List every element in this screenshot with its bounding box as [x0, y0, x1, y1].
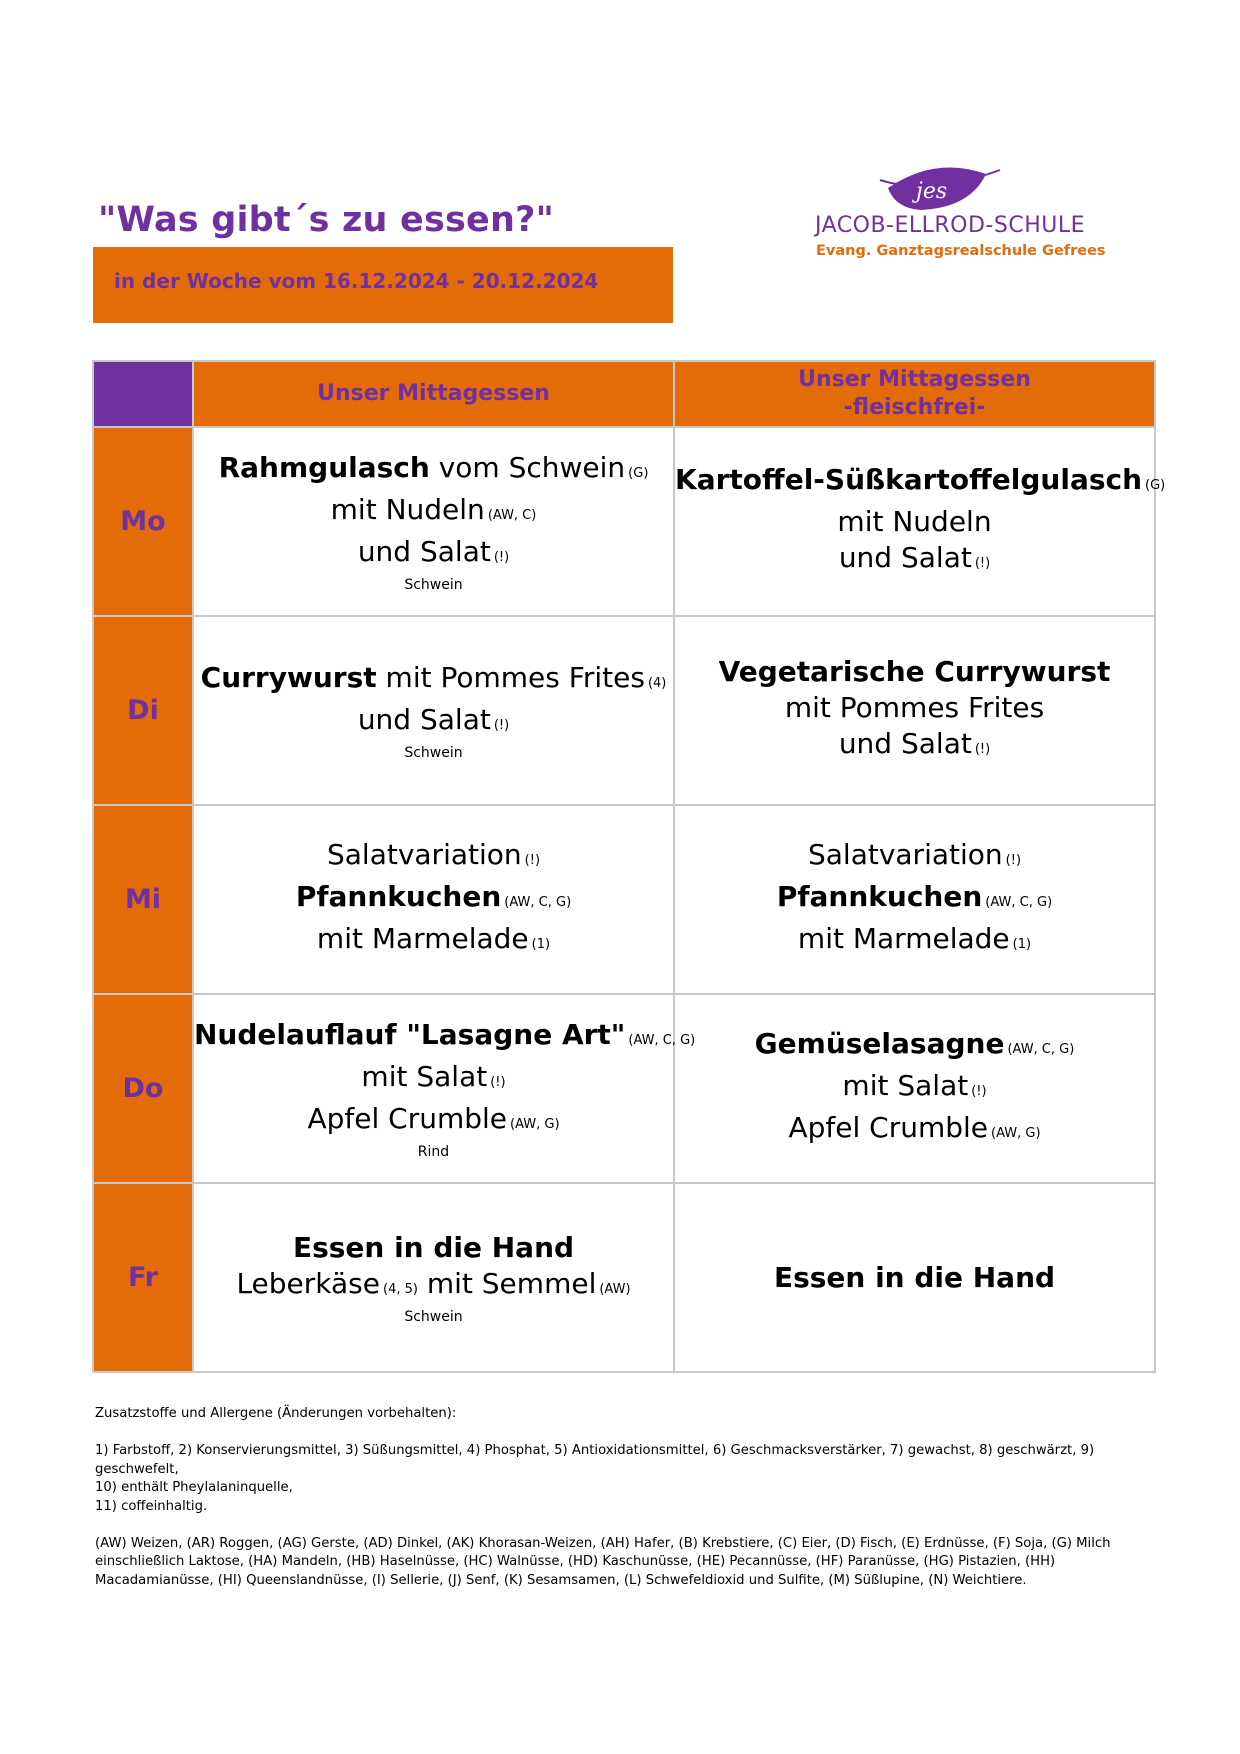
dish-line: Pfannkuchen (AW, C, G) — [295, 879, 572, 913]
allergen-tag: (4) — [647, 675, 667, 691]
veggie-meal-cell — [674, 1183, 1155, 1372]
allergen-tag: (AW, C, G) — [1007, 1041, 1075, 1057]
day-label: Mo — [93, 427, 193, 616]
dish-line: Essen in die Hand — [292, 1230, 575, 1264]
day-label: Mi — [93, 805, 193, 994]
dish-line: Currywurst mit Pommes Frites (4) — [200, 660, 667, 694]
allergen-tag: (AW, G) — [991, 1125, 1041, 1141]
veggie-meal-cell — [674, 616, 1155, 805]
menu-body — [93, 427, 1166, 1372]
allergen-tag: (AW, C, G) — [504, 894, 572, 910]
dish-line: mit Salat (!) — [361, 1059, 506, 1093]
meal-cell — [193, 616, 674, 805]
table-row — [93, 616, 1155, 805]
allergen-tag: (G) — [628, 465, 649, 481]
school-name: JACOB-ELLROD-SCHULE — [815, 213, 1085, 238]
dish-line: mit Marmelade (1) — [316, 921, 551, 955]
dish-line: mit Salat (!) — [842, 1068, 987, 1102]
allergen-legend — [95, 1405, 1165, 1609]
meat-type: Schwein — [404, 1308, 463, 1325]
day-label: Fr — [93, 1183, 193, 1372]
day-label: Di — [93, 616, 193, 805]
meat-type: Schwein — [404, 744, 463, 761]
corner-cell — [93, 361, 193, 427]
dish-line: und Salat (!) — [357, 534, 510, 568]
allergen-tag: (G) — [1145, 477, 1166, 493]
week-banner — [93, 247, 673, 323]
allergen-tag: (AW, C, G) — [985, 894, 1053, 910]
meat-type: Schwein — [404, 576, 463, 593]
allergen-tag: (1) — [531, 936, 551, 952]
table-row — [93, 994, 1155, 1183]
dish-line: Essen in die Hand — [773, 1260, 1056, 1294]
allergen-tag: (!) — [974, 555, 991, 571]
logo-mark: jes — [916, 179, 948, 204]
meal-cell — [193, 805, 674, 994]
dish-line: mit Nudeln (AW, C) — [330, 492, 537, 526]
dish-line: Vegetarische Currywurst — [718, 654, 1111, 688]
allergen-tag: (!) — [974, 741, 991, 757]
meal-column-header: Unser Mittagessen — [193, 361, 674, 427]
meat-type: Rind — [417, 1143, 450, 1160]
dish-line: Apfel Crumble (AW, G) — [307, 1101, 560, 1135]
table-row — [93, 427, 1155, 616]
allergen-tag: (!) — [524, 852, 541, 868]
meal-cell — [193, 427, 674, 616]
menu-table — [92, 360, 1166, 1373]
dish-line: Pfannkuchen (AW, C, G) — [776, 879, 1053, 913]
veggie-meal-cell — [674, 994, 1155, 1183]
allergen-tag: (!) — [493, 717, 510, 733]
additives-line-3: 11) coffeinhaltig. — [95, 1498, 208, 1514]
veggie-meal-cell — [674, 427, 1166, 616]
day-label: Do — [93, 994, 193, 1183]
meal-cell — [193, 994, 696, 1183]
meal-cell — [193, 1183, 674, 1372]
table-row — [93, 805, 1155, 994]
allergen-tag: (!) — [971, 1083, 987, 1099]
allergen-tag: (!) — [490, 1074, 506, 1090]
dish-line: mit Pommes Frites — [784, 690, 1045, 724]
dish-line: mit Marmelade (1) — [797, 921, 1032, 955]
dish-line: mit Nudeln — [837, 504, 992, 538]
allergen-tag: (AW, C) — [487, 507, 537, 523]
allergens-list: (AW) Weizen, (AR) Roggen, (AG) Gerste, (AD) Dinkel, (AK) Khorasan-Weizen, (AH) Hafer, (B) Krebstiere, (C) Eier, (D) Fisch, (E) Erdnüsse, (F) Soja, (G) Milch einschließlich Laktose, (HA) Mandeln, (HB) Haselnüsse, (HC) Walnüsse, (HD) Kaschunüsse, (HE) Pecannüsse, (HF) Paranüsse, (HG) Pistazien, (HH) Macadamianüsse, (HI) Queenslandnüsse, (I) Sellerie, (J) Senf, (K) Sesamsamen, (L) Schwefeldioxid und Sulfite, (M) Süßlupine, (N) Weichtiere. — [95, 1535, 1111, 1588]
dish-line: Nudelauflauf "Lasagne Art" (AW, C, G) — [194, 1017, 696, 1051]
allergen-tag: (!) — [493, 549, 510, 565]
legend-heading: Zusatzstoffe und Allergene (Änderungen vorbehalten): — [95, 1406, 457, 1421]
dish-line: Leberkäse (4, 5) mit Semmel (AW) — [236, 1266, 631, 1300]
dish-line: Gemüselasagne (AW, C, G) — [754, 1026, 1075, 1060]
dish-line: Rahmgulasch vom Schwein (G) — [218, 450, 649, 484]
allergen-tag: (!) — [1005, 852, 1022, 868]
dish-line: und Salat (!) — [838, 726, 991, 760]
veggie-column-header: Unser Mittagessen -fleischfrei- — [674, 361, 1155, 427]
dish-line: Salatvariation (!) — [807, 837, 1022, 871]
allergen-tag: (4, 5) — [383, 1281, 418, 1297]
school-subtitle: Evang. Ganztagsrealschule Gefrees — [816, 243, 1106, 259]
allergen-tag: (AW) — [599, 1281, 631, 1297]
header-row — [93, 361, 1155, 427]
dish-line: Apfel Crumble (AW, G) — [788, 1110, 1041, 1144]
allergen-tag: (AW, G) — [510, 1116, 560, 1132]
table-row — [93, 1183, 1155, 1372]
dish-line: Kartoffel-Süßkartoffelgulasch (G) — [675, 462, 1166, 496]
page-title: "Was gibt´s zu essen?" — [98, 200, 555, 240]
dish-line: Salatvariation (!) — [326, 837, 541, 871]
allergen-tag: (AW, C, G) — [628, 1032, 696, 1048]
week-range: in der Woche vom 16.12.2024 - 20.12.2024 — [114, 269, 599, 293]
veggie-meal-cell — [674, 805, 1155, 994]
additives-line-2: 10) enthält Pheylalaninquelle, — [95, 1480, 293, 1495]
additives-line-1: 1) Farbstoff, 2) Konservierungsmittel, 3) Süßungsmittel, 4) Phosphat, 5) Antioxidationsmittel, 6) Geschmacksverstärker, 7) gewachst, 8) geschwärzt, 9) geschwefelt, — [95, 1443, 1095, 1477]
dish-line: und Salat (!) — [357, 702, 510, 736]
dish-line: und Salat (!) — [838, 540, 991, 574]
allergen-tag: (1) — [1012, 936, 1032, 952]
